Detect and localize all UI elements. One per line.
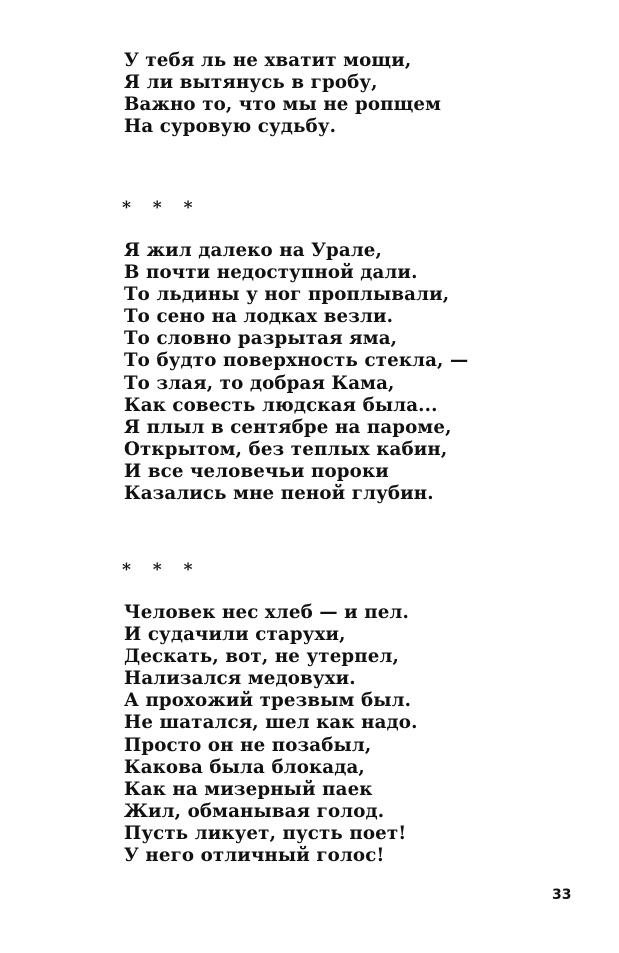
poem-line: Какова была блокада, (124, 756, 365, 778)
poem-line: То сено на лодках везли. (124, 306, 394, 328)
poem-line: То словно разрытая яма, (124, 328, 398, 350)
poem-line: То злая, то добрая Кама, (124, 372, 395, 394)
poem-line: Просто он не позабыл, (124, 734, 372, 756)
poem-line: Дескать, вот, не утерпел, (124, 646, 399, 668)
poem-3-stanza (124, 602, 418, 867)
poem-line: И все человечьи пороки (124, 460, 389, 482)
poem-line: Я жил далеко на Урале, (124, 240, 382, 261)
poem-line: И судачили старухи, (124, 624, 346, 646)
poem-line: В почти недоступной дали. (124, 262, 418, 284)
page-number: 33 (552, 887, 572, 903)
poem-line: У него отличный голос! (124, 845, 385, 867)
poem-2-stanza (124, 240, 468, 505)
poem-1-stanza (124, 50, 441, 138)
section-separator: * * * (122, 198, 201, 218)
poem-line: То льдины у ног проплывали, (124, 284, 450, 306)
poem-line: На суровую судьбу. (124, 116, 337, 138)
poem-line: Я ли вытянусь в гробу, (124, 72, 378, 94)
poem-line: Нализался медовухи. (124, 668, 356, 690)
poem-line: Я плыл в сентябре на пароме, (124, 416, 452, 438)
poem-line: Как на мизерный паек (124, 778, 373, 800)
poem-line: Казались мне пеной глубин. (124, 483, 434, 505)
poem-line: Жил, обманывая голод. (124, 800, 385, 822)
poem-line: Важно то, что мы не ропщем (124, 94, 442, 116)
poem-line: То будто поверхность стекла, — (124, 350, 469, 372)
poem-line: Как совесть людская была... (124, 394, 438, 416)
poem-line: Пусть ликует, пусть поет! (124, 822, 407, 844)
poem-line: У тебя ль не хватит мощи, (124, 50, 412, 71)
poem-line: Открытом, без теплых кабин, (124, 438, 448, 460)
poem-line: А прохожий трезвым был. (124, 690, 412, 712)
section-separator: * * * (122, 560, 201, 580)
poem-line: Не шатался, шел как надо. (124, 712, 418, 734)
poem-line: Человек нес хлеб — и пел. (124, 602, 409, 623)
